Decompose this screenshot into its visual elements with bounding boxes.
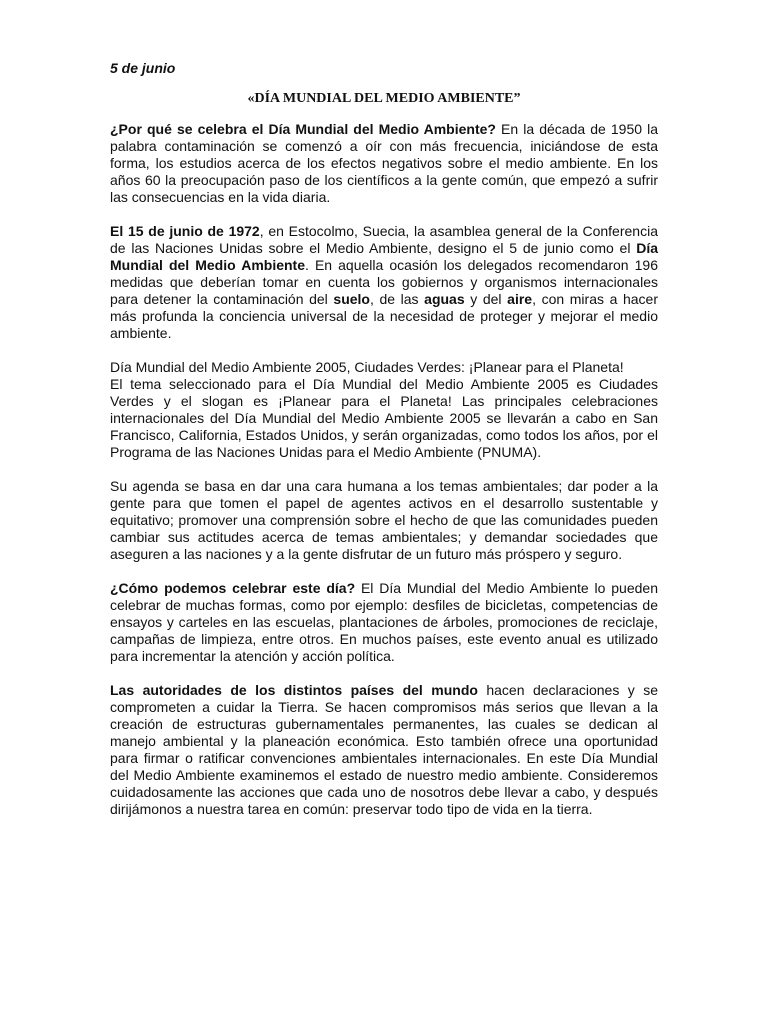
- paragraph-text: hacen declaraciones y se comprometen a cuidar la Tierra. Se hacen compromisos más serios que llevan a la creación de estructuras gubernamentales permanentes, las cuales se dedican al manejo ambiental y la planeación económica. Esto también ofrece una oportunidad para firmar o ratificar convenciones ambientales internacionales. En este Día Mundial del Medio Ambiente examinemos el estado de nuestro medio ambiente. Consideremos cuidadosamente las acciones que cada uno de nosotros debe llevar a cabo, y después dirijámonos a nuestra tarea en común: preservar todo tipo de vida en la tierra.: [110, 682, 658, 817]
- paragraph-text: En la década de 1950 la palabra contaminación se comenzó a oír con más frecuencia, iniciándose de esta forma, los estudios acerca de los efectos negativos sobre el medio ambiente. En los años 60 la preocupación paso de los científicos a la gente común, que empezó a sufrir las consecuencias en la vida diaria.: [110, 121, 658, 205]
- paragraph-lead: Las autoridades de los distintos países del mundo: [110, 682, 478, 698]
- paragraph-lead: El 15 de junio de 1972: [110, 223, 260, 239]
- paragraph-text: . En aquella ocasión los delegados recomendaron 196 medidas que deberían tomar en cuenta los gobiernos y organismos internacionales para detener la contaminación del: [110, 257, 658, 307]
- paragraph-2005-theme: El tema seleccionado para el Día Mundial del Medio Ambiente 2005 es Ciudades Verdes y el slogan es ¡Planear para el Planeta! Las principales celebraciones internacionales del Día Mundial del Medio Ambiente 2005 se llevarán a cabo en San Francisco, California, Estados Unidos, y serán organizadas, como todos los años, por el Programa de las Naciones Unidas para el Medio Ambiente (PNUMA).: [110, 376, 658, 460]
- paragraph-lead: ¿Por qué se celebra el Día Mundial del Medio Ambiente?: [110, 121, 496, 137]
- bold-term: aguas: [424, 291, 465, 307]
- paragraph-text: , de las: [369, 291, 425, 307]
- bold-term: aire: [507, 291, 533, 307]
- bold-term: Día Mundial del Medio Ambiente: [110, 240, 658, 273]
- document-title: «DÍA MUNDIAL DEL MEDIO AMBIENTE”: [247, 91, 521, 106]
- paragraph-history: [110, 223, 658, 342]
- paragraph-text: y del: [464, 291, 508, 307]
- bold-term: suelo: [333, 291, 370, 307]
- paragraph-agenda: Su agenda se basa en dar una cara humana a los temas ambientales; dar poder a la gente para que tomen el papel de agentes activos en el desarrollo sustentable y equitativo; promover una comprensión sobre el hecho de que las comunidades pueden cambiar sus actitudes acerca de temas ambientales; y demandar sociedades que aseguren a las naciones y a la gente disfrutar de un futuro más próspero y seguro.: [110, 478, 658, 562]
- paragraph-text: , en Estocolmo, Suecia, la asamblea general de la Conferencia de las Naciones Unidas sobre el Medio Ambiente, designo el 5 de junio como el: [110, 223, 658, 256]
- document-date: 5 de junio: [110, 60, 176, 76]
- paragraph-text: , con miras a hacer más profunda la conciencia universal de la necesidad de proteger y mejorar el medio ambiente.: [110, 291, 658, 341]
- paragraph-2005-heading: Día Mundial del Medio Ambiente 2005, Ciudades Verdes: ¡Planear para el Planeta!: [110, 359, 624, 375]
- paragraph-lead: ¿Cómo podemos celebrar este día?: [110, 580, 356, 596]
- paragraph-authorities: [110, 682, 658, 818]
- paragraph-how-celebrate: [110, 580, 658, 665]
- paragraph-why-celebrate: [110, 121, 658, 206]
- paragraph-text: El Día Mundial del Medio Ambiente lo pueden celebrar de muchas formas, como por ejemplo: desfiles de bicicletas, competencias de ensayos y carteles en las escuelas, plantaciones de árboles, promociones de reciclaje, campañas de limpieza, entre otros. En muchos países, este evento anual es utilizado para incrementar la atención y acción política.: [110, 580, 658, 664]
